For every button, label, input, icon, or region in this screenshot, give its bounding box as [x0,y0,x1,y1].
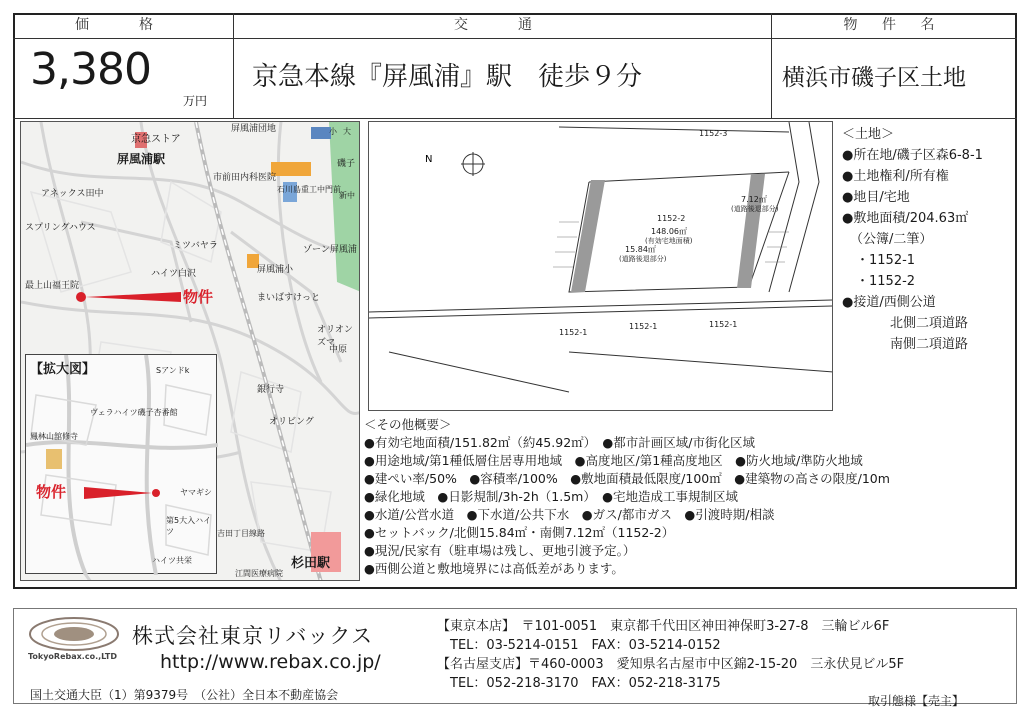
inset-graphic [26,355,218,575]
other-row: ●有効宅地面積/151.82㎡（約45.92㎡） ●都市計画区域/市街化区域 [364,435,756,450]
map-label: 京急ストア [131,134,181,145]
access-info: 京急本線『屏風浦』駅 徒歩９分 [252,62,643,92]
area-map [20,121,360,581]
road-south-area: 7.12㎡ [741,195,767,204]
price-unit: 万円 [183,94,208,108]
map-label: 屏風浦団地 [231,124,277,134]
map-label: スプリングハウス [25,223,96,233]
lot-main-label: 1152-2 [657,214,686,223]
inset-label: Sアンドk [156,366,190,375]
land-row: ・1152-2 [856,274,916,289]
map-label: ミツバヤラ [173,241,218,251]
other-row: ●水道/公営水道 ●下水道/公共下水 ●ガス/都市ガス ●引渡時期/相談 [364,507,775,522]
company-logo-icon [28,616,120,652]
map-label: 市前田内科医院 [213,173,277,183]
station-north-label: 屏風浦駅 [117,152,166,166]
survey-plan [368,121,833,411]
land-row: ●敷地面積/204.63㎡ [842,211,969,226]
land-row: 南側二項道路 [890,337,969,352]
property-header: 物 件 名 [843,17,945,33]
bottom-lot: 1152-1 [559,328,588,337]
inset-map [25,354,217,574]
land-row: ・1152-1 [856,253,916,268]
office-line: 【名古屋支店】〒460-0003 愛知県名古屋市中区錦2-15-20 三永伏見ビル5F [437,657,905,672]
registration-info: 国土交通大臣（1）第9379号 （公社）全日本不動産協会 [30,688,339,702]
transaction-type: 取引態様【売主】 [868,694,965,708]
traffic-header: 交 通 [454,17,550,33]
property-name: 横浜市磯子区土地 [782,65,966,91]
land-row: 北側二項道路 [890,316,969,331]
inset-label: 第5大入ハイツ [166,516,212,536]
land-row: ●地目/宅地 [842,190,910,205]
lot-top-label: 1152-3 [699,129,728,138]
map-label: まいばすけっと [257,293,321,303]
logo-text: TokyoRebax.co.,LTD [28,652,118,661]
other-row: ●建ぺい率/50% ●容積率/100% ●敷地面積最低限度/100㎡ ●建築物の高さの限度/10m [364,471,890,486]
office-line: 【東京本店】 〒101-0051 東京都千代田区神田神保町3-27-8 三輪ビル6F [437,619,890,634]
land-row: ●土地権利/所有権 [842,169,949,184]
lot-area-sub: (有効宅地面積) [645,237,693,245]
land-row: ●所在地/磯子区森6-8-1 [842,148,983,163]
land-row: （公簿/二筆） [850,232,933,247]
property-pointer-label: 物件 [183,288,214,306]
land-row: ●接道/西側公道 [842,295,936,310]
other-title: ＜その他概要＞ [364,417,452,432]
header-divider [13,118,1017,119]
map-label: 銀行寺 [257,385,285,395]
map-label: 磯子 [337,159,356,169]
survey-graphic [369,122,833,411]
bottom-lot: 1152-1 [629,322,658,331]
office-line: TEL：052-218-3170 FAX：052-218-3175 [437,676,721,691]
map-label: 新中 [339,191,355,200]
company-name: 株式会社東京リバックス [132,624,374,648]
map-label: 屏風浦小 [257,265,294,275]
other-row: ●セットバック/北側15.84㎡・南側7.12㎡（1152-2） [364,525,675,540]
other-row: ●現況/民家有（駐車場は残し、更地引渡予定。） [364,543,636,558]
map-label: 江間医療病院 [235,569,283,578]
road-south-sub: (道路後退部分) [731,205,779,213]
map-label: 中原 [329,345,348,355]
inset-title: 【拡大図】 [30,362,96,377]
other-row: ●西側公道と敷地境界には高低差があります。 [364,561,624,576]
other-summary [364,416,890,578]
inset-label: ヤマギシ [180,488,212,497]
other-row: ●緑化地域 ●日影規制/3h-2h（1.5m） ●宅地造成工事規制区域 [364,489,739,504]
map-label: 大 [343,127,351,136]
map-label: 吉田丁目線路 [217,529,265,538]
inset-label: 鳳林山舘修寺 [30,432,78,441]
inset-label: ハイツ共栄 [152,556,192,565]
map-label: 最上山福王院 [25,281,80,291]
map-label: ゾーン屏風浦 [303,245,357,255]
company-url[interactable]: http://www.rebax.co.jp/ [160,651,381,673]
lot-area: 148.06㎡ [651,227,687,236]
office-info [437,617,904,693]
land-title: ＜土地＞ [842,127,895,142]
map-label: アネックス田中 [41,189,104,199]
map-label: オリオンズマ [317,325,353,348]
map-label: 小 [329,127,337,136]
bottom-lot: 1152-1 [709,320,738,329]
inset-pointer-label: 物件 [36,483,67,501]
map-label: オリビング [269,417,314,427]
price-header: 価 格 [75,17,171,33]
road-north-sub: (道路後退部分) [619,255,667,263]
map-label: ハイツ白沢 [151,269,197,279]
road-north-area: 15.84㎡ [625,245,656,254]
map-label: 石川島重工中門前 [277,185,341,194]
office-line: TEL：03-5214-0151 FAX：03-5214-0152 [437,638,721,653]
svg-text:N: N [425,154,433,165]
station-south-label: 杉田駅 [291,556,331,571]
other-row: ●用途地域/第1種低層住居専用地域 ●高度地区/第1種高度地区 ●防火地域/準防火地域 [364,453,863,468]
price-value: 3,380 [30,44,151,95]
inset-label: ヴェラハイツ磯子杏番館 [90,408,178,417]
land-info [842,124,983,355]
